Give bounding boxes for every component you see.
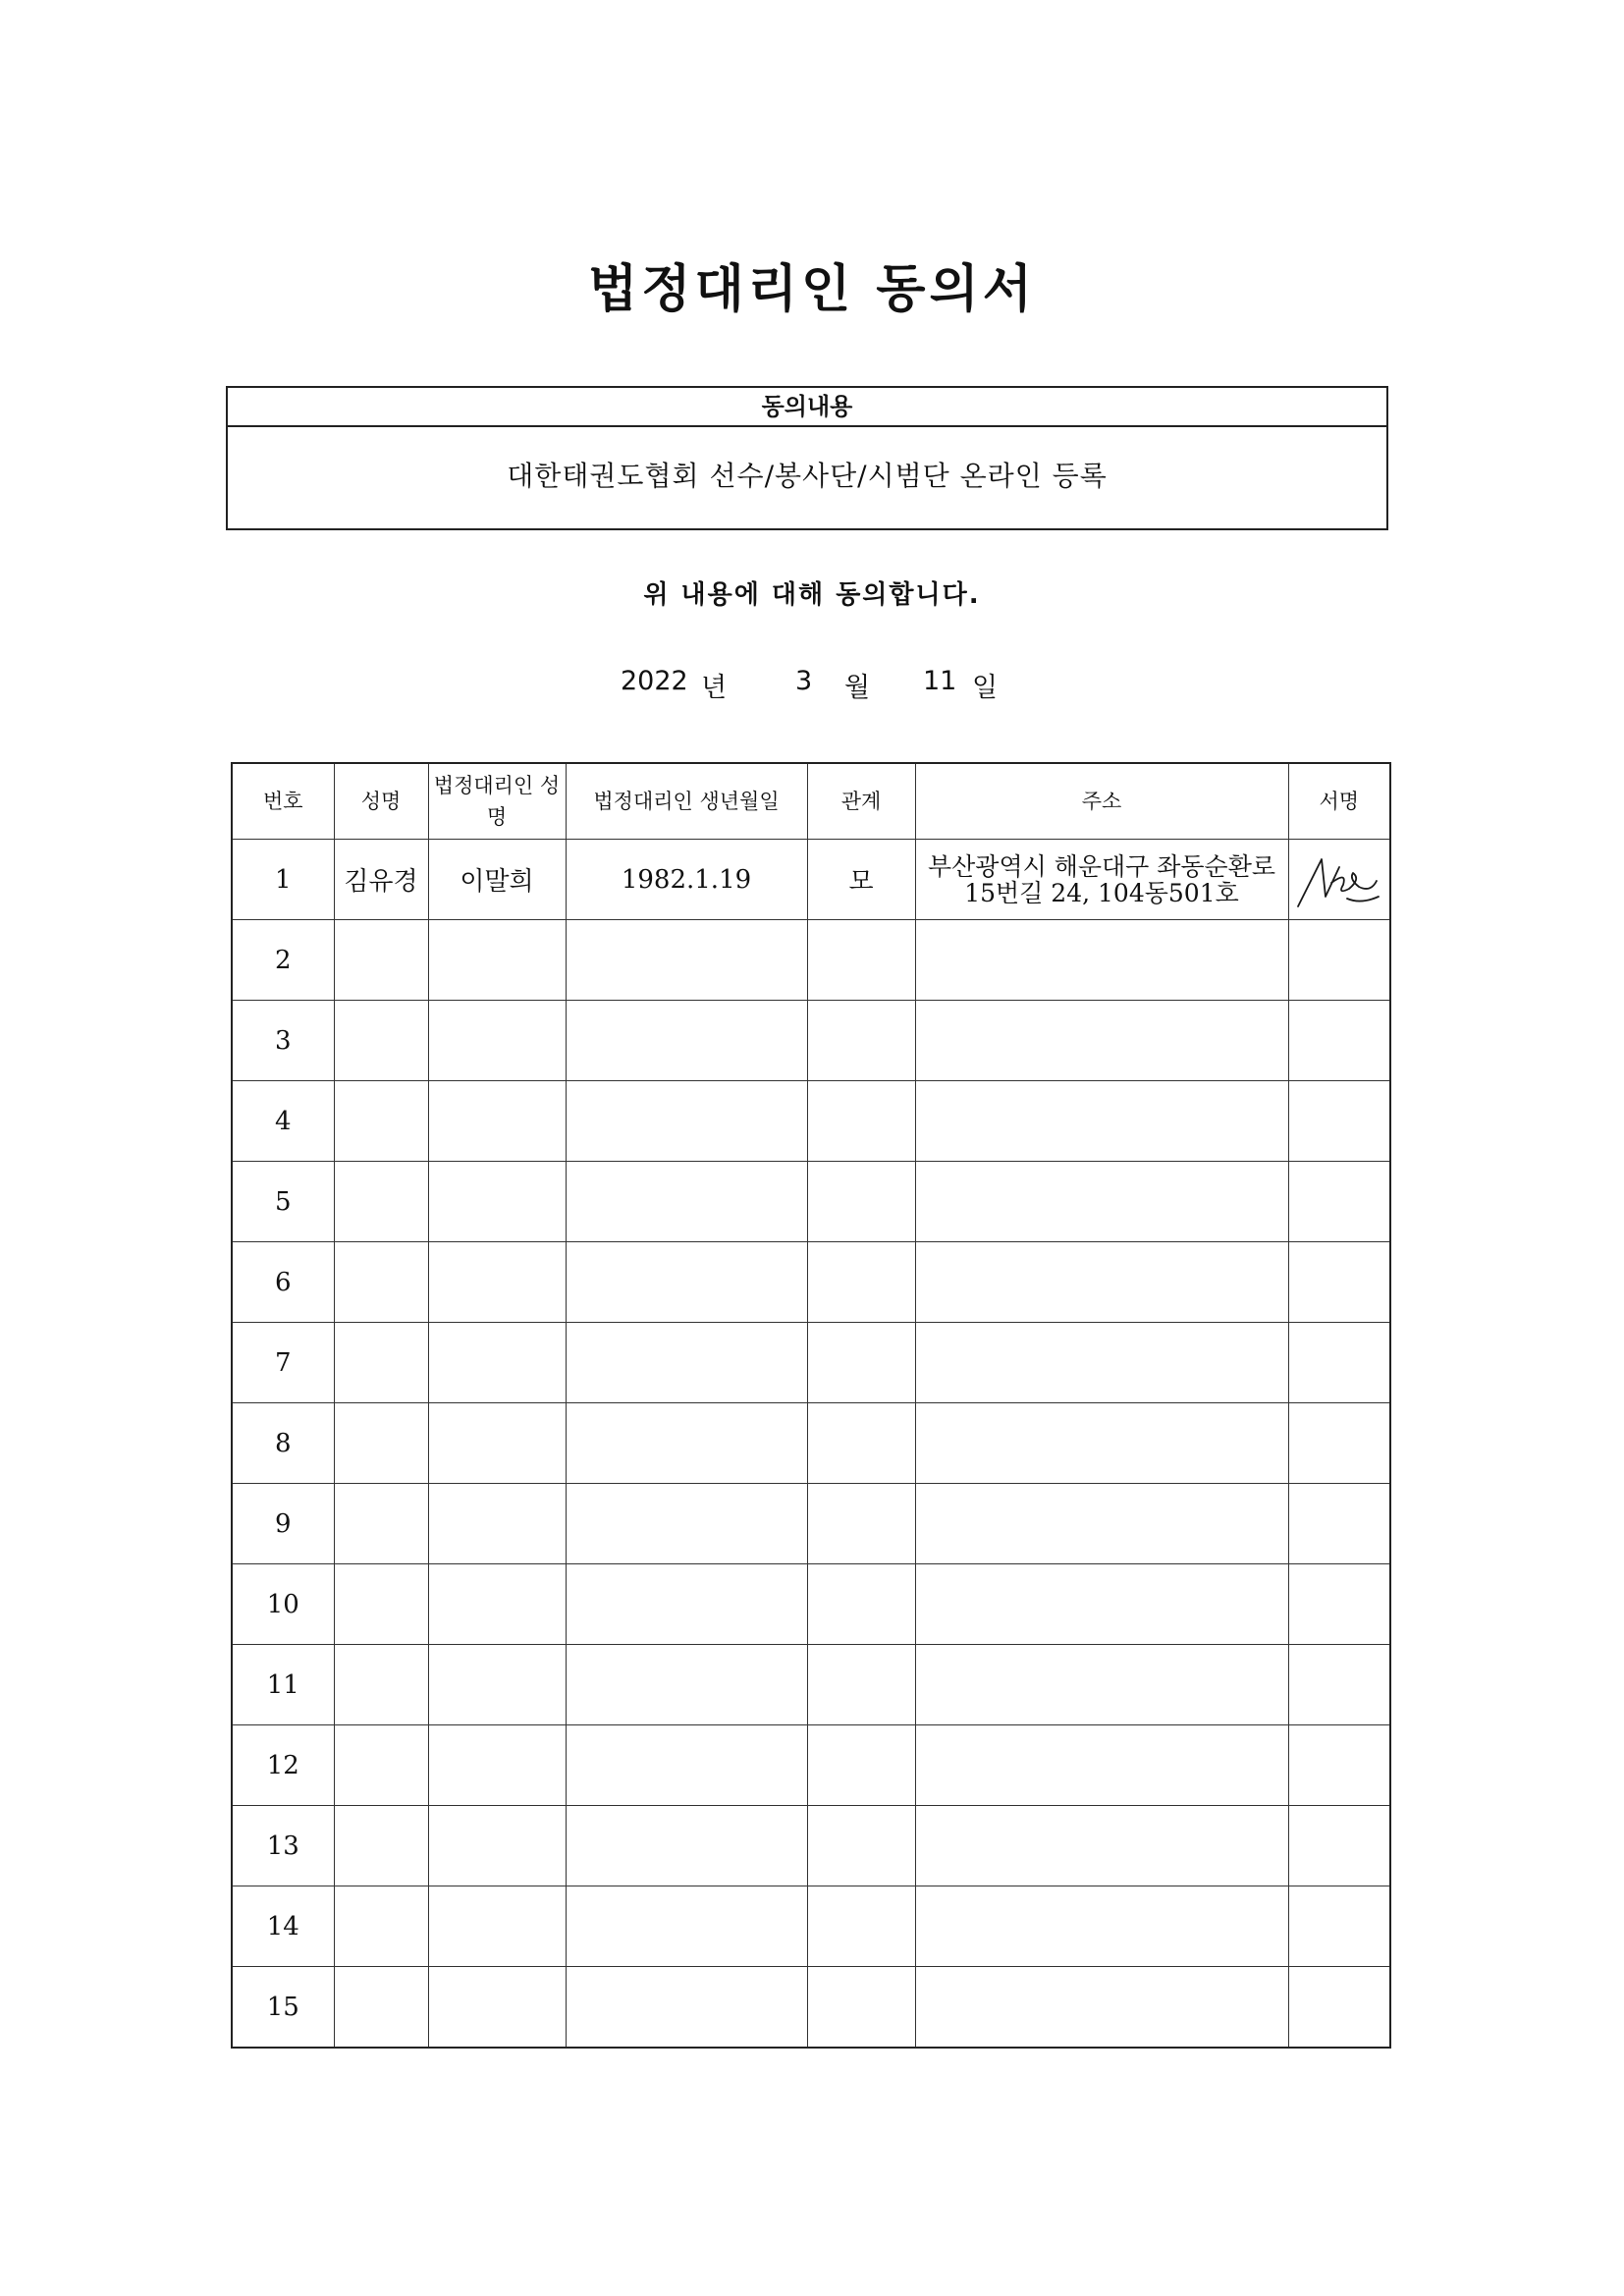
cell-relation — [807, 1806, 915, 1886]
cell-relation — [807, 920, 915, 1001]
table-row — [232, 1806, 1390, 1886]
page-title: 법정대리인 동의서 — [588, 260, 1036, 319]
cell-no: 3 — [232, 1001, 334, 1081]
cell-signature — [1288, 1001, 1390, 1081]
cell-guardian-name: 이말희 — [428, 840, 566, 920]
cell-name — [334, 1484, 428, 1564]
cell-no: 4 — [232, 1081, 334, 1162]
cell-name — [334, 1162, 428, 1242]
table-row — [232, 1564, 1390, 1645]
cell-address — [915, 1162, 1288, 1242]
cell-guardian-birth — [566, 1967, 807, 2049]
table-header-row — [232, 763, 1390, 840]
cell-relation: 모 — [807, 840, 915, 920]
cell-relation — [807, 1484, 915, 1564]
cell-no: 11 — [232, 1645, 334, 1725]
cell-guardian-name — [428, 1484, 566, 1564]
cell-name — [334, 1403, 428, 1484]
cell-address — [915, 1081, 1288, 1162]
cell-relation — [807, 1162, 915, 1242]
table-row — [232, 1725, 1390, 1806]
cell-guardian-name — [428, 1242, 566, 1323]
table-row — [232, 1886, 1390, 1967]
date-month-unit: 월 — [844, 673, 871, 703]
cell-signature — [1288, 1323, 1390, 1403]
date-month: 3 — [795, 666, 813, 696]
cell-guardian-name — [428, 1967, 566, 2049]
cell-guardian-birth — [566, 1162, 807, 1242]
cell-signature — [1288, 1645, 1390, 1725]
cell-guardian-name — [428, 1645, 566, 1725]
cell-signature — [1288, 1564, 1390, 1645]
cell-relation — [807, 1886, 915, 1967]
cell-guardian-birth: 1982.1.19 — [566, 840, 807, 920]
date-line — [619, 666, 1031, 705]
agreement-statement: 위 내용에 대해 동의합니다. — [643, 580, 981, 610]
cell-address — [915, 1403, 1288, 1484]
cell-signature — [1288, 1806, 1390, 1886]
cell-relation — [807, 1323, 915, 1403]
cell-name — [334, 1806, 428, 1886]
cell-signature — [1288, 1484, 1390, 1564]
cell-guardian-name — [428, 1725, 566, 1806]
cell-relation — [807, 1645, 915, 1725]
cell-guardian-birth — [566, 1886, 807, 1967]
cell-address — [915, 1806, 1288, 1886]
table-row — [232, 1001, 1390, 1081]
cell-name — [334, 1001, 428, 1081]
cell-signature — [1288, 1403, 1390, 1484]
cell-guardian-birth — [566, 920, 807, 1001]
header-relation: 관계 — [807, 763, 915, 840]
cell-relation — [807, 1564, 915, 1645]
cell-name — [334, 1645, 428, 1725]
cell-relation — [807, 1081, 915, 1162]
table-row — [232, 1645, 1390, 1725]
cell-name — [334, 1725, 428, 1806]
cell-address: 부산광역시 해운대구 좌동순환로 15번길 24, 104동501호 — [915, 840, 1288, 920]
cell-address — [915, 1645, 1288, 1725]
cell-guardian-birth — [566, 1001, 807, 1081]
consent-content: 대한태권도협회 선수/봉사단/시범단 온라인 등록 — [507, 460, 1108, 492]
cell-guardian-birth — [566, 1081, 807, 1162]
table-row — [232, 1323, 1390, 1403]
cell-relation — [807, 1403, 915, 1484]
cell-no: 6 — [232, 1242, 334, 1323]
cell-name — [334, 1081, 428, 1162]
cell-no: 7 — [232, 1323, 334, 1403]
header-no: 번호 — [232, 763, 334, 840]
date-day-unit: 일 — [972, 673, 999, 703]
table-row — [232, 840, 1390, 920]
table-body — [232, 840, 1390, 2049]
header-guardian-name: 법정대리인 성명 — [428, 763, 566, 840]
cell-signature — [1288, 1162, 1390, 1242]
table-row — [232, 1967, 1390, 2049]
cell-guardian-name — [428, 1564, 566, 1645]
cell-name — [334, 1564, 428, 1645]
cell-name: 김유경 — [334, 840, 428, 920]
date-year-unit: 년 — [701, 673, 728, 703]
cell-signature — [1288, 1725, 1390, 1806]
cell-guardian-birth — [566, 1242, 807, 1323]
table-row — [232, 1081, 1390, 1162]
cell-no: 2 — [232, 920, 334, 1001]
cell-no: 12 — [232, 1725, 334, 1806]
cell-relation — [807, 1242, 915, 1323]
cell-guardian-name — [428, 1081, 566, 1162]
cell-guardian-birth — [566, 1403, 807, 1484]
date-day: 11 — [923, 666, 957, 696]
cell-guardian-name — [428, 1001, 566, 1081]
guardian-table — [231, 762, 1391, 2049]
cell-name — [334, 1967, 428, 2049]
cell-guardian-name — [428, 920, 566, 1001]
cell-no: 13 — [232, 1806, 334, 1886]
table-row — [232, 1162, 1390, 1242]
cell-guardian-name — [428, 1886, 566, 1967]
cell-address — [915, 920, 1288, 1001]
cell-address — [915, 1323, 1288, 1403]
cell-guardian-name — [428, 1162, 566, 1242]
table-row — [232, 1242, 1390, 1323]
cell-signature — [1288, 1886, 1390, 1967]
cell-address — [915, 1967, 1288, 2049]
header-guardian-birth: 법정대리인 생년월일 — [566, 763, 807, 840]
cell-guardian-birth — [566, 1564, 807, 1645]
consent-header: 동의내용 — [228, 388, 1386, 427]
cell-name — [334, 1242, 428, 1323]
cell-guardian-birth — [566, 1323, 807, 1403]
cell-guardian-birth — [566, 1484, 807, 1564]
cell-no: 9 — [232, 1484, 334, 1564]
header-signature: 서명 — [1288, 763, 1390, 840]
cell-guardian-birth — [566, 1806, 807, 1886]
header-address: 주소 — [915, 763, 1288, 840]
cell-guardian-name — [428, 1403, 566, 1484]
consent-box — [226, 386, 1388, 530]
cell-no: 15 — [232, 1967, 334, 2049]
cell-no: 8 — [232, 1403, 334, 1484]
cell-address — [915, 1725, 1288, 1806]
cell-no: 5 — [232, 1162, 334, 1242]
cell-relation — [807, 1725, 915, 1806]
table-row — [232, 1403, 1390, 1484]
cell-signature — [1288, 1242, 1390, 1323]
cell-address — [915, 1886, 1288, 1967]
header-name: 성명 — [334, 763, 428, 840]
date-year: 2022 — [621, 666, 688, 696]
cell-signature — [1288, 1967, 1390, 2049]
cell-guardian-birth — [566, 1725, 807, 1806]
cell-no: 1 — [232, 840, 334, 920]
cell-guardian-birth — [566, 1645, 807, 1725]
cell-signature — [1288, 1081, 1390, 1162]
cell-name — [334, 920, 428, 1001]
cell-guardian-name — [428, 1806, 566, 1886]
table-row — [232, 920, 1390, 1001]
cell-address — [915, 1564, 1288, 1645]
handwritten-signature — [1292, 849, 1386, 910]
table-row — [232, 1484, 1390, 1564]
cell-name — [334, 1886, 428, 1967]
cell-no: 10 — [232, 1564, 334, 1645]
cell-address — [915, 1242, 1288, 1323]
cell-relation — [807, 1967, 915, 2049]
cell-address — [915, 1484, 1288, 1564]
cell-guardian-name — [428, 1323, 566, 1403]
cell-no: 14 — [232, 1886, 334, 1967]
cell-address — [915, 1001, 1288, 1081]
cell-name — [334, 1323, 428, 1403]
cell-signature — [1288, 840, 1390, 920]
cell-signature — [1288, 920, 1390, 1001]
cell-relation — [807, 1001, 915, 1081]
